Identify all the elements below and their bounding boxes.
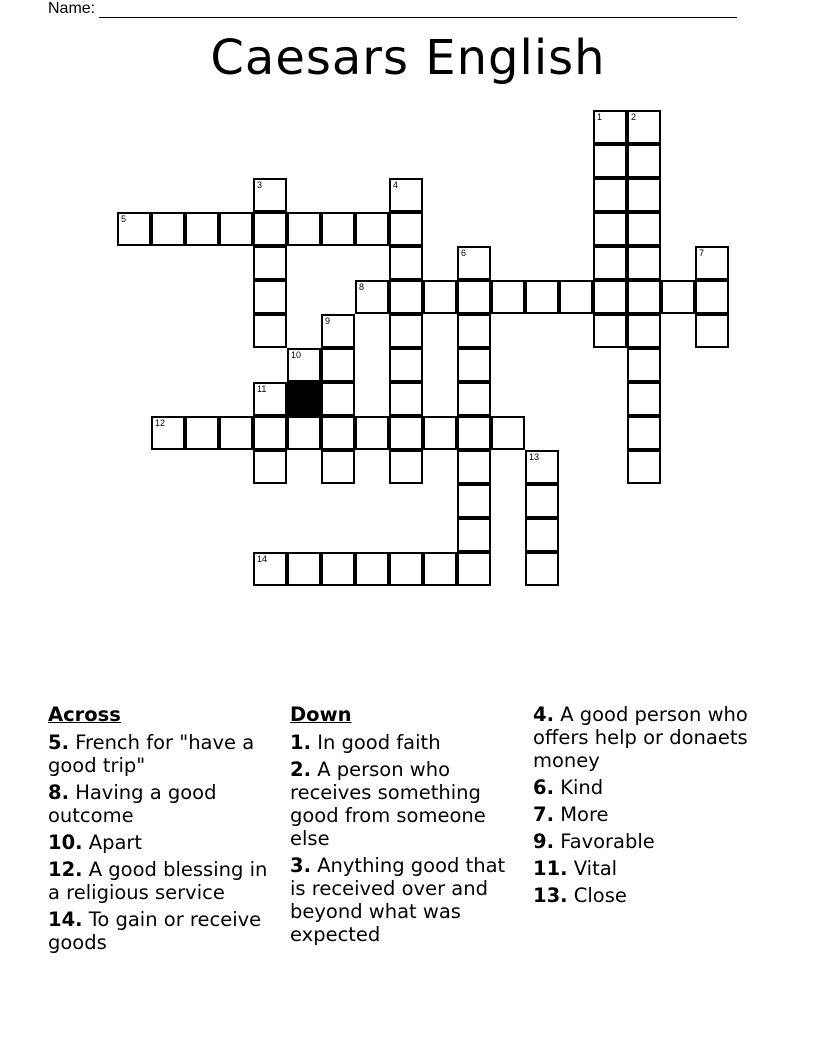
clue-number: 11 bbox=[257, 384, 267, 394]
grid-cell[interactable] bbox=[593, 144, 627, 178]
grid-cell[interactable] bbox=[389, 212, 423, 246]
grid-cell[interactable] bbox=[287, 348, 321, 382]
clue-across-12: 12. A good blessing in a religious service bbox=[48, 858, 268, 904]
grid-cell[interactable] bbox=[355, 416, 389, 450]
grid-cell[interactable] bbox=[627, 212, 661, 246]
grid-cell[interactable] bbox=[321, 382, 355, 416]
grid-cell[interactable] bbox=[253, 416, 287, 450]
clue-number: 8 bbox=[359, 282, 365, 292]
clue-down-4: 4. A good person who offers help or donaets money bbox=[533, 703, 748, 772]
grid-cell[interactable] bbox=[627, 348, 661, 382]
grid-cell[interactable] bbox=[253, 382, 287, 416]
grid-cell[interactable] bbox=[457, 416, 491, 450]
clue-number: 13 bbox=[529, 452, 540, 462]
grid-cell[interactable] bbox=[389, 246, 423, 280]
clue-down-7: 7. More bbox=[533, 803, 609, 826]
grid-cell[interactable] bbox=[525, 484, 559, 518]
clue-down-9: 9. Favorable bbox=[533, 830, 655, 853]
grid-cell[interactable] bbox=[525, 518, 559, 552]
grid-cell[interactable] bbox=[321, 314, 355, 348]
grid-cell[interactable] bbox=[457, 518, 491, 552]
clue-across-5: 5. French for "have a good trip" bbox=[48, 731, 255, 777]
grid-cell[interactable] bbox=[457, 450, 491, 484]
grid-cell[interactable] bbox=[253, 212, 287, 246]
grid-cell[interactable] bbox=[253, 280, 287, 314]
grid-cell[interactable] bbox=[457, 348, 491, 382]
grid-cell[interactable] bbox=[253, 178, 287, 212]
grid-cell[interactable] bbox=[219, 212, 253, 246]
clue-number: 1 bbox=[597, 112, 603, 122]
grid-cell[interactable] bbox=[457, 552, 491, 586]
grid-cell[interactable] bbox=[627, 280, 661, 314]
grid-cell[interactable] bbox=[525, 450, 559, 484]
grid-cell[interactable] bbox=[253, 246, 287, 280]
grid-cell[interactable] bbox=[355, 552, 389, 586]
grid-cell[interactable] bbox=[389, 552, 423, 586]
down-clues-continued bbox=[533, 703, 748, 911]
grid-block bbox=[287, 382, 321, 416]
clue-down-3: 3. Anything good that is received over and beyond what was expected bbox=[290, 854, 506, 946]
grid-cell[interactable] bbox=[593, 178, 627, 212]
grid-cell[interactable] bbox=[627, 110, 661, 144]
grid-cell[interactable] bbox=[627, 178, 661, 212]
down-heading: Down bbox=[290, 703, 352, 726]
grid-cell[interactable] bbox=[695, 246, 729, 280]
grid-cell[interactable] bbox=[525, 552, 559, 586]
grid-cell[interactable] bbox=[389, 348, 423, 382]
grid-cell[interactable] bbox=[491, 416, 525, 450]
grid-cell[interactable] bbox=[423, 552, 457, 586]
grid-cell[interactable] bbox=[627, 246, 661, 280]
grid-cell[interactable] bbox=[287, 212, 321, 246]
clue-number: 4 bbox=[393, 180, 399, 190]
clue-number: 5 bbox=[121, 214, 127, 224]
clue-across-14: 14. To gain or receive goods bbox=[48, 908, 262, 954]
across-heading: Across bbox=[48, 703, 121, 726]
grid-cell[interactable] bbox=[253, 450, 287, 484]
grid-cell[interactable] bbox=[593, 110, 627, 144]
grid-cell[interactable] bbox=[457, 280, 491, 314]
grid-cell[interactable] bbox=[321, 450, 355, 484]
grid-cell[interactable] bbox=[355, 280, 389, 314]
grid-cell[interactable] bbox=[389, 280, 423, 314]
down-clues bbox=[290, 703, 522, 950]
grid-cell[interactable] bbox=[627, 144, 661, 178]
clue-down-11: 11. Vital bbox=[533, 857, 618, 880]
grid-cell[interactable] bbox=[593, 314, 627, 348]
clue-number: 2 bbox=[631, 112, 637, 122]
clue-down-13: 13. Close bbox=[533, 884, 627, 907]
grid-cell[interactable] bbox=[185, 416, 219, 450]
grid-cell[interactable] bbox=[627, 382, 661, 416]
grid-cell[interactable] bbox=[151, 212, 185, 246]
grid-cell[interactable] bbox=[151, 416, 185, 450]
across-clues bbox=[48, 703, 273, 958]
name-label: Name: bbox=[48, 0, 96, 17]
grid-cell[interactable] bbox=[389, 416, 423, 450]
grid-cell[interactable] bbox=[423, 416, 457, 450]
grid-cell[interactable] bbox=[253, 552, 287, 586]
grid-cell[interactable] bbox=[525, 280, 559, 314]
grid-cell[interactable] bbox=[321, 212, 355, 246]
clue-number: 3 bbox=[257, 180, 263, 190]
grid-cell[interactable] bbox=[219, 416, 253, 450]
grid-cell[interactable] bbox=[389, 314, 423, 348]
clue-down-6: 6. Kind bbox=[533, 776, 604, 799]
clue-down-1: 1. In good faith bbox=[290, 731, 441, 754]
grid-cell[interactable] bbox=[287, 416, 321, 450]
grid-cell[interactable] bbox=[457, 314, 491, 348]
clue-number: 6 bbox=[461, 248, 467, 258]
clue-across-8: 8. Having a good outcome bbox=[48, 781, 217, 827]
grid-cell[interactable] bbox=[389, 382, 423, 416]
grid-cell[interactable] bbox=[695, 314, 729, 348]
grid-cell[interactable] bbox=[117, 212, 151, 246]
grid-cell[interactable] bbox=[389, 450, 423, 484]
grid-cell[interactable] bbox=[491, 280, 525, 314]
clue-number: 7 bbox=[699, 248, 705, 258]
grid-cell[interactable] bbox=[423, 280, 457, 314]
grid-cell[interactable] bbox=[321, 416, 355, 450]
grid-cell[interactable] bbox=[593, 280, 627, 314]
grid-cell[interactable] bbox=[627, 314, 661, 348]
grid-cell[interactable] bbox=[321, 348, 355, 382]
clue-across-10: 10. Apart bbox=[48, 831, 143, 854]
grid-cell[interactable] bbox=[593, 246, 627, 280]
clue-number: 12 bbox=[155, 418, 166, 428]
grid-cell[interactable] bbox=[627, 450, 661, 484]
grid-cell[interactable] bbox=[389, 178, 423, 212]
grid-cell[interactable] bbox=[321, 552, 355, 586]
clue-number: 9 bbox=[325, 316, 331, 326]
grid-cell[interactable] bbox=[593, 212, 627, 246]
grid-cell[interactable] bbox=[185, 212, 219, 246]
clue-number: 10 bbox=[291, 350, 302, 360]
clue-down-2: 2. A person who receives something good from someone else bbox=[290, 758, 486, 850]
grid-cell[interactable] bbox=[287, 552, 321, 586]
grid-cell[interactable] bbox=[695, 280, 729, 314]
grid-cell[interactable] bbox=[661, 280, 695, 314]
grid-cell[interactable] bbox=[253, 314, 287, 348]
grid-cell[interactable] bbox=[457, 382, 491, 416]
grid-cell[interactable] bbox=[457, 484, 491, 518]
grid-cell[interactable] bbox=[355, 212, 389, 246]
grid-cell[interactable] bbox=[457, 246, 491, 280]
grid-cell[interactable] bbox=[559, 280, 593, 314]
clue-number: 14 bbox=[257, 554, 268, 564]
grid-cell[interactable] bbox=[627, 416, 661, 450]
page-title: Caesars English bbox=[210, 30, 606, 86]
